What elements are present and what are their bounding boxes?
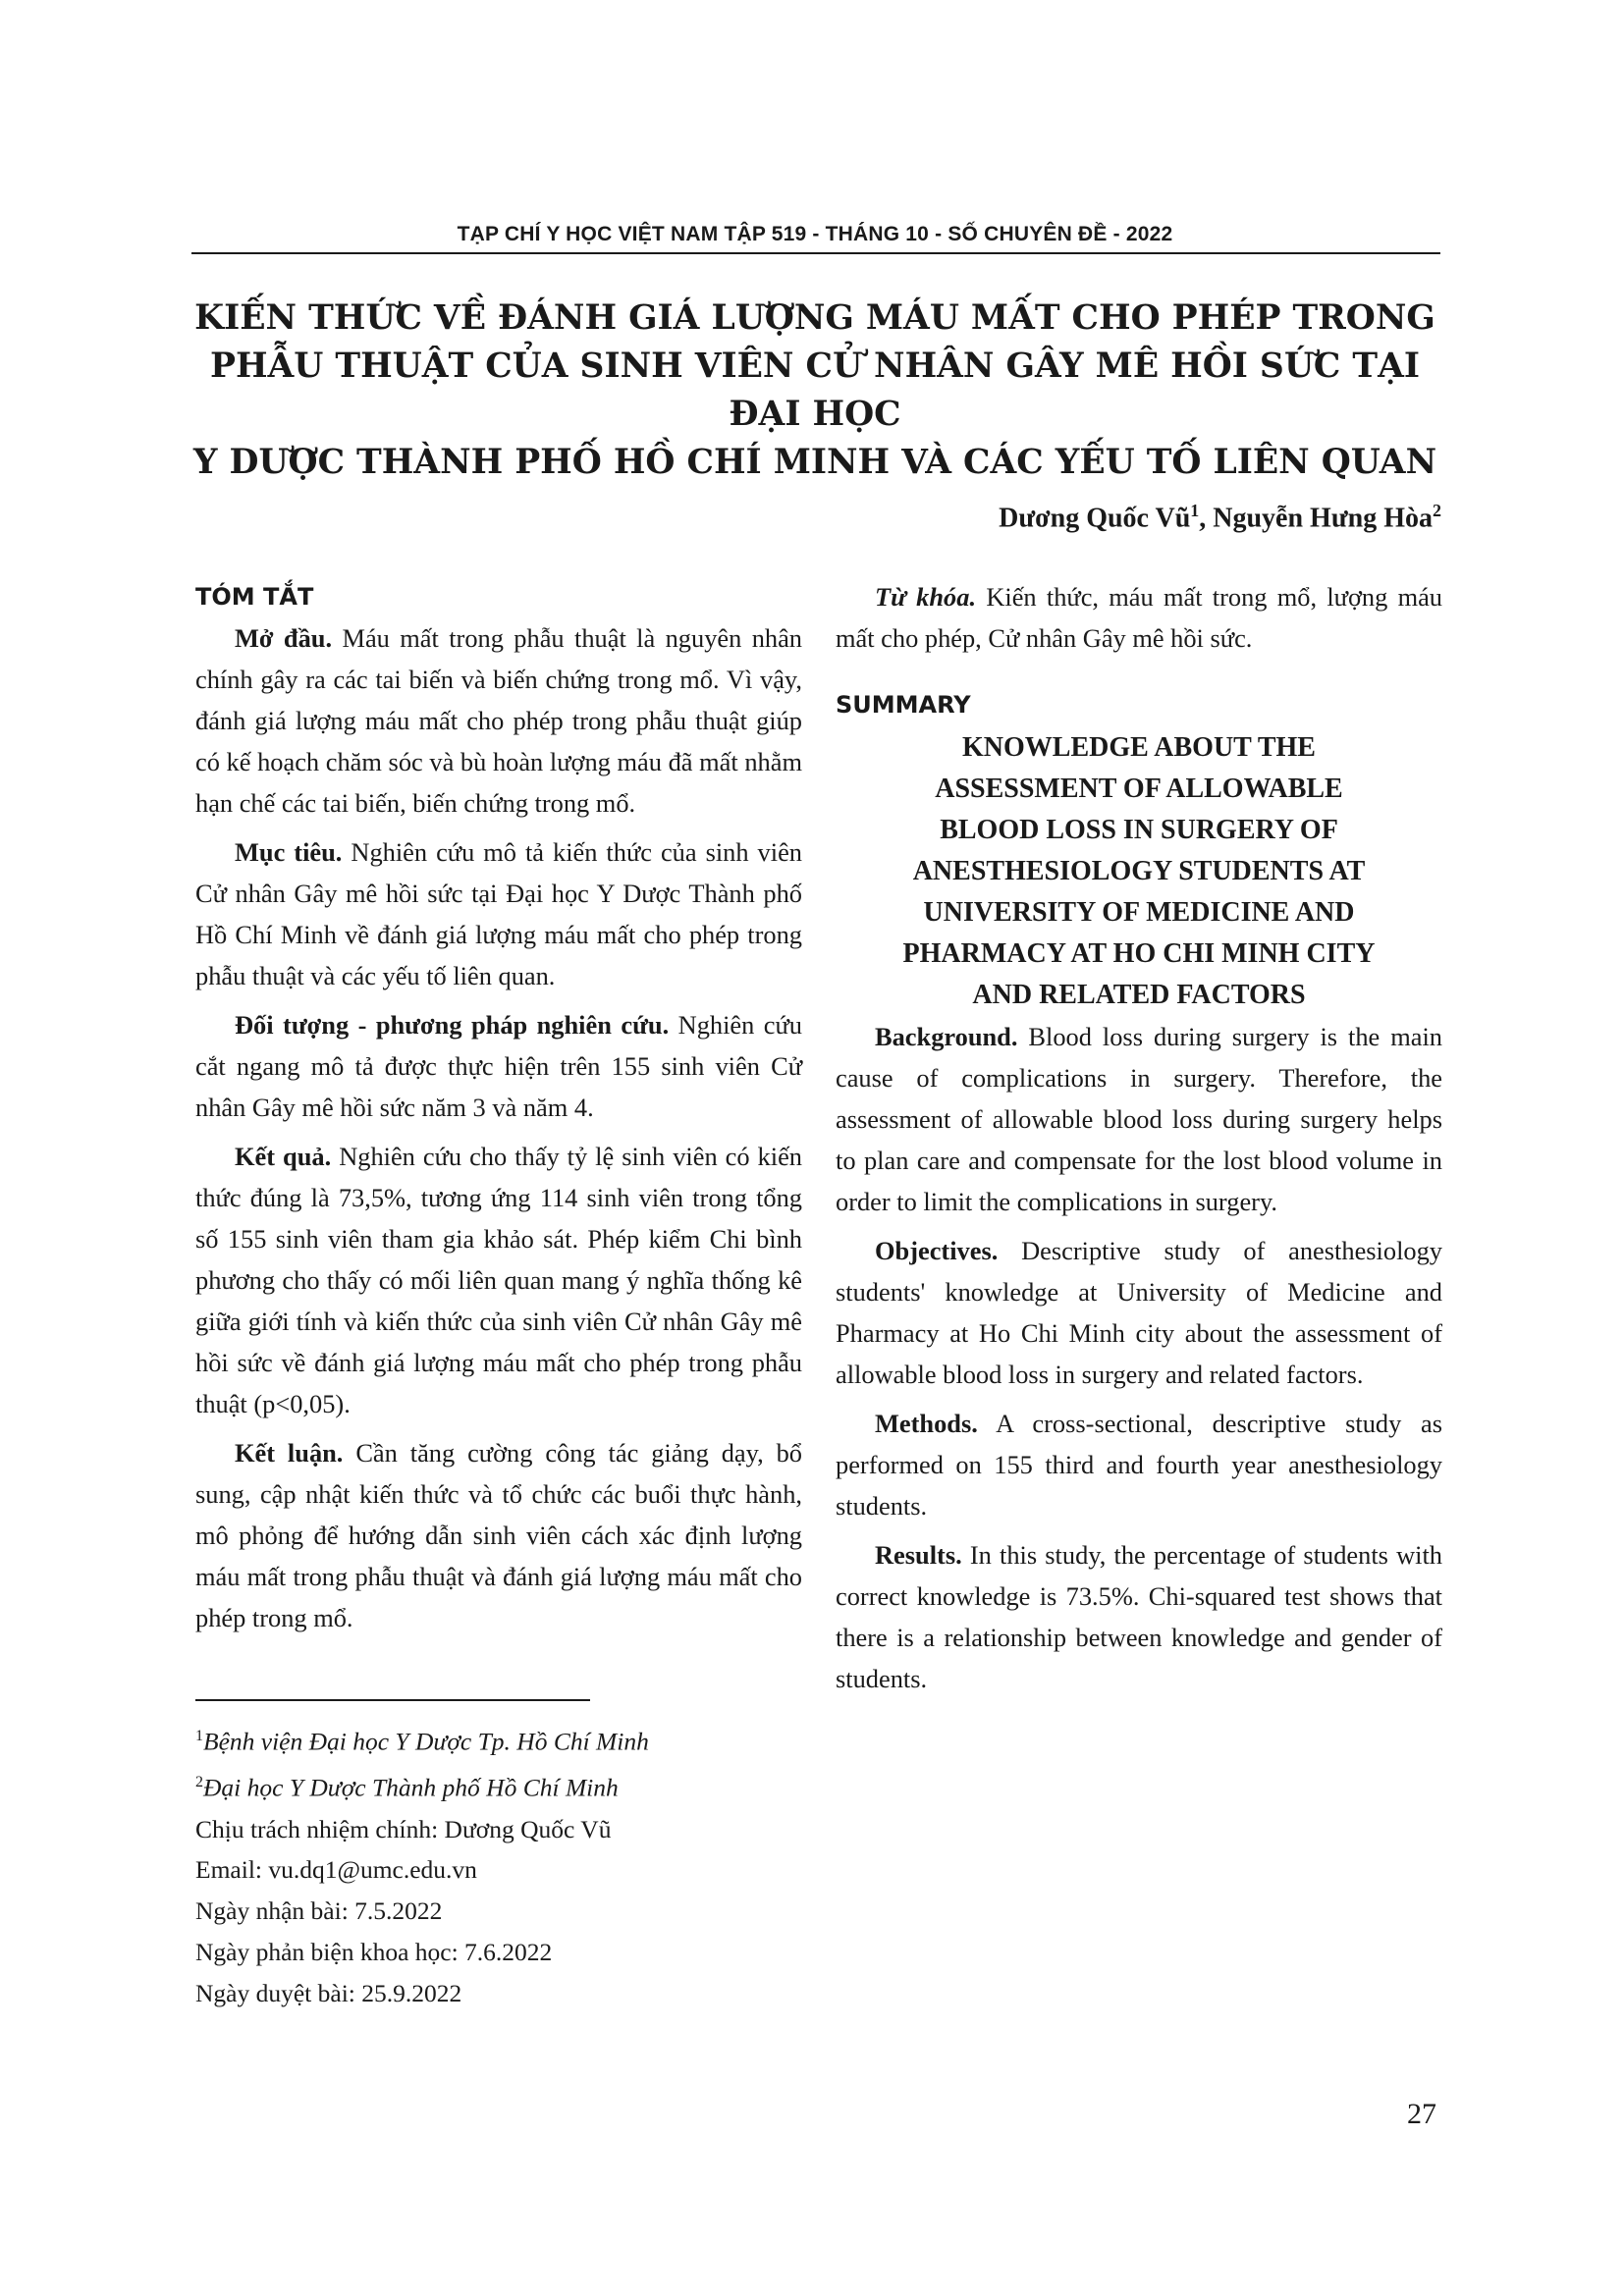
affiliation-marker: 2 bbox=[1433, 501, 1441, 520]
affiliation-marker: 1 bbox=[195, 1728, 203, 1744]
affiliation-marker: 1 bbox=[1190, 501, 1200, 520]
author-name: Dương Quốc Vũ bbox=[999, 503, 1191, 534]
english-title-line: UNIVERSITY OF MEDICINE AND bbox=[923, 897, 1355, 928]
received-date: Ngày nhận bài: 7.5.2022 bbox=[195, 1896, 443, 1926]
running-header: TẠP CHÍ Y HỌC VIỆT NAM TẬP 519 - THÁNG 10 - SỐ CHUYÊN ĐỀ - 2022 bbox=[457, 223, 1173, 245]
abstract-paragraph bbox=[195, 1004, 802, 1128]
footnotes bbox=[195, 1716, 804, 2014]
paragraph-label: Từ khóa. bbox=[875, 582, 977, 612]
page-number: 27 bbox=[1407, 2098, 1436, 2130]
paragraph-label: Đối tượng - phương pháp nghiên cứu. bbox=[235, 1010, 670, 1040]
abstract-paragraph bbox=[195, 617, 802, 824]
affiliation-marker: 2 bbox=[195, 1774, 203, 1791]
author-separator: , bbox=[1199, 503, 1214, 534]
abstract-paragraph bbox=[195, 1432, 802, 1638]
english-title bbox=[836, 727, 1442, 1016]
paragraph-label: Kết luận. bbox=[235, 1438, 344, 1468]
footnote-rule bbox=[195, 1699, 590, 1701]
paragraph-text: In this study, the percentage of students with correct knowledge is 73.5%. Chi-squared test shows that there is a relationship between knowledge and gender of students. bbox=[836, 1540, 1442, 1693]
abstract-paragraph bbox=[836, 1016, 1442, 1222]
paragraph-label: Objectives. bbox=[875, 1236, 999, 1265]
paragraph-text: Descriptive study of anesthesiology students' knowledge at University of Medicine and Pharmacy at Ho Chi Minh city about the assessment of allowable blood loss in surgery and related factors. bbox=[836, 1236, 1442, 1389]
header-rule bbox=[191, 252, 1440, 254]
abstract-paragraph bbox=[195, 1136, 802, 1424]
paragraph-label: Methods. bbox=[875, 1409, 978, 1438]
email-line: Email: vu.dq1@umc.edu.vn bbox=[195, 1855, 477, 1885]
title-line: KIẾN THỨC VỀ ĐÁNH GIÁ LƯỢNG MÁU MẤT CHO PHÉP TRONG bbox=[194, 298, 1435, 338]
paragraph-text: Nghiên cứu cắt ngang mô tả được thực hiện trên 155 sinh viên Cử nhân Gây mê hồi sức năm 3 và năm 4. bbox=[195, 1010, 802, 1122]
section-heading-summary: SUMMARY bbox=[836, 691, 971, 719]
english-title-line: ANESTHESIOLOGY STUDENTS AT bbox=[912, 856, 1366, 886]
abstract-paragraph bbox=[836, 1403, 1442, 1526]
paragraph-text: Máu mất trong phẫu thuật là nguyên nhân chính gây ra các tai biến và biến chứng trong mổ. Vì vậy, đánh giá lượng máu mất cho phép trong phẫu thuật giúp có kế hoạch chăm sóc và bù hoàn lượng máu đã mất nhằm hạn chế các tai biến, biến chứng trong mổ. bbox=[195, 623, 802, 818]
corresponding-author: Chịu trách nhiệm chính: Dương Quốc Vũ bbox=[195, 1814, 612, 1843]
left-column bbox=[195, 576, 802, 1646]
paragraph-label: Kết quả. bbox=[235, 1142, 332, 1171]
accepted-date: Ngày duyệt bài: 25.9.2022 bbox=[195, 1978, 462, 2007]
english-title-line: ASSESSMENT OF ALLOWABLE bbox=[935, 774, 1343, 804]
abstract-paragraph bbox=[836, 1230, 1442, 1395]
affiliation-footnote bbox=[195, 1716, 804, 1762]
abstract-paragraph bbox=[195, 831, 802, 996]
article-title bbox=[177, 294, 1453, 487]
affiliation-text: Bệnh viện Đại học Y Dược Tp. Hồ Chí Minh bbox=[203, 1727, 649, 1756]
paragraph-label: Results. bbox=[875, 1540, 962, 1570]
section-heading-tomtat: TÓM TẮT bbox=[195, 583, 314, 611]
affiliation-text: Đại học Y Dược Thành phố Hồ Chí Minh bbox=[203, 1773, 619, 1802]
abstract-paragraph bbox=[836, 576, 1442, 659]
paragraph-text: Blood loss during surgery is the main cause of complications in surgery. Therefore, the assessment of allowable blood loss during surgery helps to plan care and compensate for the lost blood volume in order to limit the complications in surgery. bbox=[836, 1022, 1442, 1216]
paragraph-text: Nghiên cứu cho thấy tỷ lệ sinh viên có kiến thức đúng là 73,5%, tương ứng 114 sinh viên trong tổng số 155 sinh viên tham gia khảo sát. Phép kiểm Chi bình phương cho thấy có mối liên quan mang ý nghĩa thống kê giữa giới tính và kiến thức của sinh viên Cử nhân Gây mê hồi sức về đánh giá lượng máu mất cho phép trong phẫu thuật (p<0,05). bbox=[195, 1142, 802, 1418]
abstract-paragraph bbox=[836, 1534, 1442, 1699]
reviewed-date: Ngày phản biện khoa học: 7.6.2022 bbox=[195, 1937, 553, 1966]
paragraph-label: Mục tiêu. bbox=[235, 837, 343, 867]
english-title-line: KNOWLEDGE ABOUT THE bbox=[962, 732, 1316, 763]
author-line bbox=[999, 501, 1441, 534]
paragraph-text: Nghiên cứu mô tả kiến thức của sinh viên Cử nhân Gây mê hồi sức tại Đại học Y Dược Thành phố Hồ Chí Minh về đánh giá lượng máu mất cho phép trong phẫu thuật và các yếu tố liên quan. bbox=[195, 837, 802, 990]
title-line: Y DƯỢC THÀNH PHỐ HỒ CHÍ MINH VÀ CÁC YẾU TỐ LIÊN QUAN bbox=[192, 443, 1437, 482]
paragraph-text: Cần tăng cường công tác giảng dạy, bổ sung, cập nhật kiến thức và tổ chức các buổi thực hành, mô phỏng để hướng dẫn sinh viên cách xác định lượng máu mất trong phẫu thuật và đánh giá lượng máu mất cho phép trong mổ. bbox=[195, 1438, 802, 1632]
paragraph-text: Kiến thức, máu mất trong mổ, lượng máu mất cho phép, Cử nhân Gây mê hồi sức. bbox=[836, 582, 1443, 653]
english-title-line: BLOOD LOSS IN SURGERY OF bbox=[940, 815, 1338, 845]
english-title-line: PHARMACY AT HO CHI MINH CITY bbox=[902, 938, 1376, 969]
title-line: PHẪU THUẬT CỦA SINH VIÊN CỬ NHÂN GÂY MÊ HỒI SỨC TẠI ĐẠI HỌC bbox=[210, 347, 1420, 434]
affiliation-footnote bbox=[195, 1762, 804, 1808]
paragraph-label: Background. bbox=[875, 1022, 1018, 1051]
right-column bbox=[836, 576, 1442, 1707]
author-name: Nguyễn Hưng Hòa bbox=[1213, 503, 1433, 534]
paragraph-text: A cross-sectional, descriptive study as performed on 155 third and fourth year anesthesiology students. bbox=[836, 1409, 1442, 1521]
paragraph-label: Mở đầu. bbox=[235, 623, 333, 653]
english-title-line: AND RELATED FACTORS bbox=[972, 980, 1306, 1010]
